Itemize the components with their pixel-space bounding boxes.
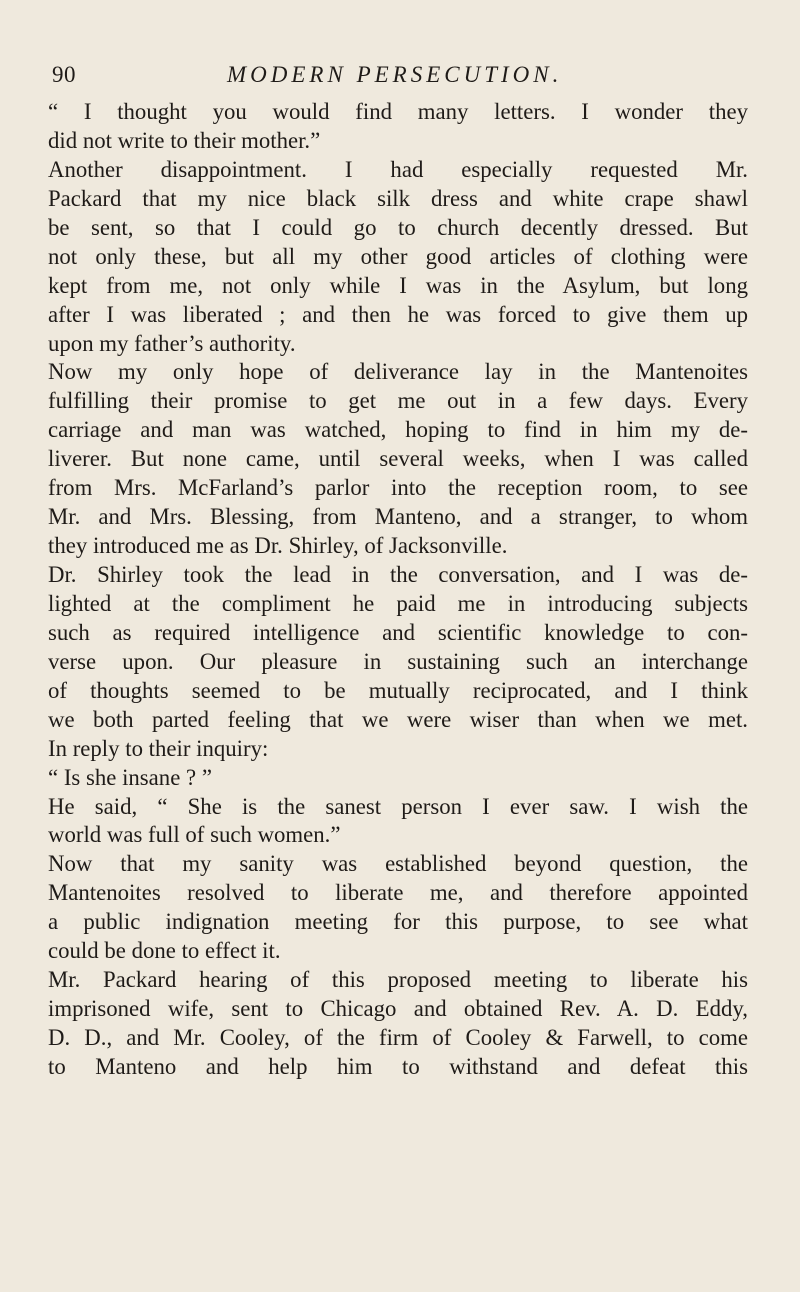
text-line: verse upon. Our pleasure in sustaining such an interchange: [48, 648, 748, 674]
text-line: of thoughts seemed to be mutually reciprocated, and I think: [48, 677, 748, 703]
page-number: 90: [52, 62, 76, 87]
text-line: “ I thought you would find many letters. I wonder they: [48, 99, 748, 124]
text-line: Dr. Shirley took the lead in the conversation, and I was de-: [48, 562, 748, 587]
page-header: [52, 62, 752, 90]
text-line: Another disappointment. I had especially requested Mr.: [48, 156, 748, 182]
text-line: a public indignation meeting for this purpose, to see what: [48, 909, 748, 935]
text-line: upon my father’s authority.: [48, 330, 296, 356]
text-line: they introduced me as Dr. Shirley, of Jacksonville.: [48, 533, 508, 559]
text-line: not only these, but all my other good articles of clothing were: [48, 243, 748, 269]
text-line: kept from me, not only while I was in the Asylum, but long: [48, 272, 748, 298]
text-line: carriage and man was watched, hoping to find in him my de-: [48, 417, 748, 443]
text-line: “ Is she insane ? ”: [48, 764, 212, 790]
text-line: liverer. But none came, until several weeks, when I was called: [48, 446, 748, 472]
text-line: D. D., and Mr. Cooley, of the firm of Cooley & Farwell, to come: [48, 1025, 748, 1050]
text-line: He said, “ She is the sanest person I ever saw. I wish the: [48, 793, 748, 819]
text-line: from Mrs. McFarland’s parlor into the reception room, to see: [48, 475, 748, 501]
text-line: we both parted feeling that we were wiser than when we met.: [48, 706, 748, 732]
text-line: Packard that my nice black silk dress and white crape shawl: [48, 185, 748, 211]
text-line: world was full of such women.”: [48, 822, 341, 848]
text-line: Mr. Packard hearing of this proposed meeting to liberate his: [48, 967, 748, 993]
text-line: Now my only hope of deliverance lay in the Mantenoites: [48, 359, 748, 385]
text-line: after I was liberated ; and then he was forced to give them up: [48, 301, 748, 327]
text-line: did not write to their mother.”: [48, 127, 321, 153]
body-text: [48, 98, 748, 1082]
text-line: fulfilling their promise to get me out in a few days. Every: [48, 388, 748, 414]
text-line: such as required intelligence and scientific knowledge to con-: [48, 619, 748, 645]
text-line: Mr. and Mrs. Blessing, from Manteno, and a stranger, to whom: [48, 504, 748, 530]
text-line: to Manteno and help him to withstand and defeat this: [48, 1053, 748, 1079]
running-head: MODERN PERSECUTION.: [227, 62, 563, 87]
text-line: Now that my sanity was established beyond question, the: [48, 851, 748, 877]
text-line: lighted at the compliment he paid me in introducing subjects: [48, 590, 748, 616]
text-line: imprisoned wife, sent to Chicago and obtained Rev. A. D. Eddy,: [48, 996, 748, 1022]
text-line: Mantenoites resolved to liberate me, and therefore appointed: [48, 880, 748, 906]
text-line: could be done to effect it.: [48, 938, 281, 964]
text-line: be sent, so that I could go to church decently dressed. But: [48, 214, 748, 240]
text-line: In reply to their inquiry:: [48, 735, 269, 761]
